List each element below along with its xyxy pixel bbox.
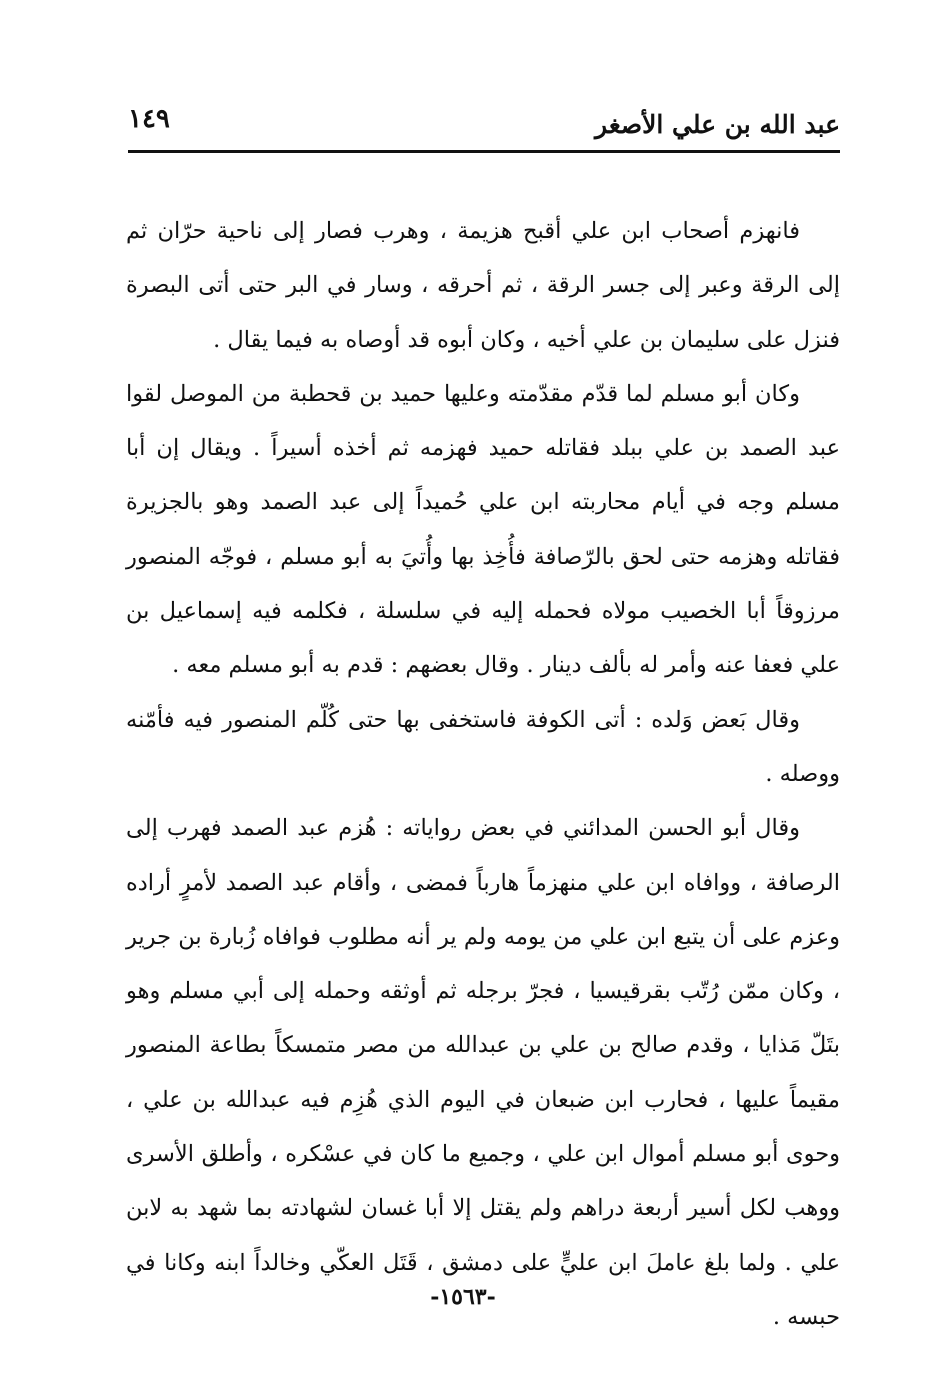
paragraph-1: فانهزم أصحاب ابن علي أقبح هزيمة ، وهرب فصار إلى ناحية حرّان ثم إلى الرقة وعبر إلى جسر الرقة ، ثم أحرقه ، وسار في البر حتى أتى البصرة فنزل على سليمان بن علي أخيه ، وكان أبوه قد أوصاه به فيما يقال . (126, 218, 840, 353)
page-number: ١٤٩ (128, 104, 170, 134)
body-text (126, 204, 840, 1344)
paragraph-4: وقال أبو الحسن المدائني في بعض رواياته : هُزم عبد الصمد فهرب إلى الرصافة ، ووافاه ابن علي منهزماً هارباً فمضى ، وأقام عبد الصمد لأمرٍ أراده وعزم على أن يتبع ابن علي من يومه ولم ير أنه مطلوب فوافاه زُبارة بن جرير ، وكان ممّن رُتّب بقرقيسيا ، فجرّ برجله ثم أوثقه وحمله إلى أبي مسلم وهو بتَلّ مَذايا ، وقدم صالح بن علي بن عبدالله من مصر متمسكاً بطاعة المنصور مقيماً عليها ، فحارب ابن ضبعان في اليوم الذي هُزِم فيه عبدالله بن علي ، وحوى أبو مسلم أموال ابن علي ، وجميع ما كان في عسْكره ، وأطلق الأسرى ووهب لكل أسير أربعة دراهم ولم يقتل إلا أبا غسان لشهادته بما شهد به لابن علي . ولما بلغ عاملَ ابن عليٍّ على دمشق ، قَتَل العكّي وخالداً ابنه وكانا في حبسه . (126, 815, 840, 1330)
running-title: عبد الله بن علي الأصغر (595, 110, 840, 139)
folio-number: -١٥٦٣- (430, 1284, 496, 1310)
page-header (128, 98, 840, 148)
header-rule (128, 150, 840, 153)
paragraph-2: وكان أبو مسلم لما قدّم مقدّمته وعليها حميد بن قحطبة من الموصل لقوا عبد الصمد بن علي ببلد فقاتله حميد فهزمه ثم أخذه أسيراً . ويقال إن أبا مسلم وجه في أيام محاربته ابن علي حُميداً إلى عبد الصمد وهو بالجزيرة فقاتله وهزمه حتى لحق بالرّصافة فأُخِذ بها وأُتيَ به أبو مسلم ، فوجّه المنصور مرزوقاً أبا الخصيب مولاه فحمله إليه في سلسلة ، فكلمه فيه إسماعيل بن علي فعفا عنه وأمر له بألف دينار . وقال بعضهم : قدم به أبو مسلم معه . (126, 380, 840, 679)
paragraph-3: وقال بَعض وَلده : أتى الكوفة فاستخفى بها حتى كُلّم المنصور فيه فأمّنه ووصله . (126, 706, 840, 787)
